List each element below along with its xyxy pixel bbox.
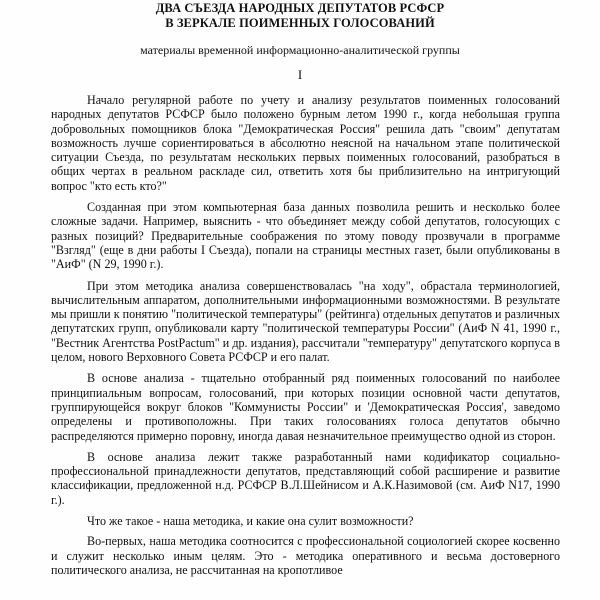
subtitle: материалы временной информационно-аналитической группы: [140, 43, 460, 57]
paragraph: Что же такое - наша методика, и какие она сулит возможности?: [87, 514, 414, 529]
paragraph: При этом методика анализа совершенствовалась "на ходу", обрастала терминологией, вычислительным аппаратом, дополнительными информационными возможностями. В результате мы пришли к понятию "политической температуры" (рейтинга) отдельных депутатов и различных депутатских групп, опубликовали карту "политической температуры России" (АиФ N 41, 1990 г., "Вестник Агентства PostPactum" и др. издания), рассчитали "температуру" депутатского корпуса в целом, нового Верховного Совета РСФСР и его палат.: [51, 278, 560, 365]
title-line-2: В ЗЕРКАЛЕ ПОИМЕННЫХ ГОЛОСОВАНИЙ: [165, 16, 435, 30]
paragraph: В основе анализа лежит также разработанный нами кодификатор социально-профессиональной принадлежности депутатов, представляющий собой расширение и развитие классификации, предложенной н.д. РСФСР В.Л.Шейнисом и А.К.Назимовой (см. АиФ N17, 1990 г.).: [51, 449, 560, 507]
paragraph: Во-первых, наша методика соотносится с профессиональной социологией скорее косвенно и служит несколько иным целям. Это - методика оперативного и весьма достоверного политического анализа, не рассчитанная на кропотливое: [51, 534, 560, 577]
section-number: I: [297, 67, 303, 82]
paragraph: В основе анализа - тщательно отобранный ряд поименных голосований по наиболее принципиальным вопросам, голосований, при которых позиции основной части депутатов, группирующейся вокруг блоков "Коммунисты России" и 'Демократическая Россия', заведомо определены и противоположны. При таких голосованиях голоса депутатов обычно распределяются примерно поровну, иногда давая незначительное преимущество одной из сторон.: [51, 371, 560, 443]
paragraph: Созданная при этом компьютерная база данных позволила решить и несколько более сложные задачи. Например, выяснить - что объединяет между собой депутатов, голосующих с разных позиций? Предварительные соображения по этому поводу прозвучали в программе "Взгляд" (еще в дни работы I Съезда), попали на страницы местных газет, были опубликованы в "АиФ" (N 29, 1990 г.).: [51, 200, 560, 272]
paragraph: Начало регулярной работе по учету и анализу результатов поименных голосований народных депутатов РСФСР было положено бурным летом 1990 г., когда небольшая группа добровольных помощников блока "Демократическая Россия" решила дать "своим" депутатам возможность лучше сориентироваться в абсолютно неясной на начальном этапе политической ситуации Съезда, по результатам нескольких первых поименных голосований, разобраться в общих чертах в реальном раскладе сил, ответить хотя бы приблизительно на интригующий вопрос "кто есть кто?": [51, 93, 560, 193]
document-body: [51, 93, 560, 584]
title-line-1: ДВА СЪЕЗДА НАРОДНЫХ ДЕПУТАТОВ РСФСР: [155, 1, 445, 15]
